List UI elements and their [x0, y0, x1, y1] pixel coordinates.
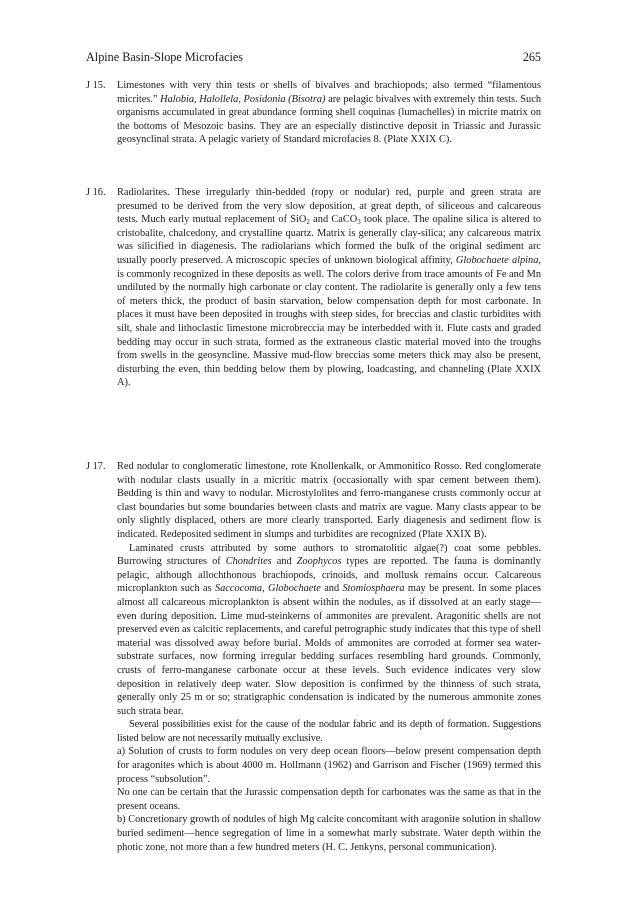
text-run: Limestones with very thin tests or shells of bivalves and brachiopods; also termed “filamentous micrites.” [117, 80, 541, 105]
text-run: took place. The opaline silica is altered to cristobalite, chalcedony, and crystalline quartz. Matrix is generally clay-silica; any calcareous matrix was silicified in diagenesis. The radiolarians which formed the bulk of the original sediment arc usually poorly preserved. A microscopic species of unknown biological affinity, [117, 214, 541, 266]
paragraph: Several possibilities exist for the cause of the nodular fabric and its depth of formation. Suggestions listed below are not necessarily mutually exclusive. [117, 719, 541, 744]
genus-name: Stomiosphaera [342, 583, 405, 595]
subscript: 3 [357, 218, 361, 227]
entry-body [117, 79, 541, 147]
running-title: Alpine Basin-Slope Microfacies [86, 50, 244, 64]
subscript: 2 [306, 218, 310, 227]
page-number: 265 [522, 50, 541, 64]
entry-body [117, 186, 541, 390]
paragraph: Red nodular to conglomeratic limestone, rote Knollenkalk, or Ammonitico Rosso. Red conglomerate with nodular clasts usually in a micritic matrix (occasionally with spar cement between them). Bedding is thin and wavy to nodular. Microstylolites and ferro-manganese crusts commonly occur at clast boundaries but some boundaries between clasts and matrix are vague. Many clasts appear to be only slightly displaced, others are more clearly transported. Early diagenesis and sediment flow is indicated. Redeposited sediment in slumps and turbidites are recognized (Plate XXIX B). [117, 461, 541, 540]
text-run: and [320, 583, 343, 595]
text-run: Radiolarites. These irregularly thin-bedded (ropy or nodular) red, purple and green strata are presumed to be derived from the very slow deposition, at great depth, of siliceous and calcareous tests. Much early mutual replacement of SiO [117, 187, 541, 226]
entry-j16 [86, 186, 541, 390]
entry-j17 [86, 460, 541, 854]
paragraph: No one can be certain that the Jurassic compensation depth for carbonates was the same as that in the present oceans. [117, 787, 541, 812]
genus-name: Zoophycos [296, 556, 342, 568]
text-run: Laminated crusts attributed by some authors to stromatolitic algae(?) coat some pebbles. Burrowing structures of [117, 542, 541, 568]
taxon-names: Halobia, Halollela, Posidonia (Bisotra) [160, 93, 326, 105]
paragraph: a) Solution of crusts to form nodules on very deep ocean floors—below present compensation depth for aragonites which is about 4000 m. Hollmann (1962) and Garrison and Fischer (1969) termed this process “subsolution”. [117, 746, 541, 785]
paragraph [117, 79, 541, 147]
text-run: and [271, 556, 297, 568]
entry-j15 [86, 79, 541, 147]
paragraph [117, 186, 541, 390]
entry-body [117, 460, 541, 854]
entry-label: J 16. [86, 187, 106, 198]
text-run: , is commonly recognized in these deposits as well. The colors derive from trace amounts of Fe and Mn undiluted by the normally high carbonate or clay content. The radiolarite is generally only a few tens of meters thick, the product of basin starvation, below compensation depth for most carbonate. In places it must have been deposited in troughs with steep sides, for breccias and clastic turbidites with silt, shale and lithoclastic limestone microbreccia may be interbedded with it. Flute casts and graded bedding may occur in such strata, formed as the extraneous clastic material moved into the troughs from swells in the geosyncline. Massive mud-flow breccias some meters thick may also be present, disturbing the even, thin bedding below them by plowing, loadcasting, and channeling (Plate XXIX A). [117, 254, 541, 389]
text-run: types are reported. The fauna is dominantly pelagic, although allochthonous brachiopods, crinoids, and mollusk remains occur. Calcareous microplankton such as [117, 556, 541, 595]
genus-name: Chondrites [225, 556, 272, 568]
entry-label: J 17. [86, 461, 106, 472]
paragraph: b) Concretionary growth of nodules of high Mg calcite concomitant with aragonite solution in shallow buried sediment—hence segregation of lime in a somewhat marly substrate. Water depth within the photic zone, not more than a few hundred meters (H. C. Jenkyns, personal communication). [117, 814, 542, 853]
species-name: Globochaete alpina [455, 254, 539, 266]
text-run: are pelagic bivalves with extremely thin tests. Such organisms accumulated in great abundance forming shell coquinas (lumachelles) in micrite matrix on the bottoms of Mesozoic basins. They are an especially distinctive deposit in Triassic and Jurassic geosynclinal strata. A pelagic variety of Standard microfacies 8. (Plate XXIX C). [117, 93, 541, 146]
entry-label: J 15. [86, 80, 106, 91]
text-run: and CaCO [309, 214, 358, 226]
paragraph [117, 542, 541, 719]
text-run: may be present. In some places almost all calcareous microplankton is absent within the nodules, as if dissolved at an early stage—even during deposition. Lime mud-steinkerns of ammonites are prevalent. Aragonitic shells are not preserved even as calcitic replacements, and careful petrographic study indicates that this type of shell material was dissolved away before burial. Molds of ammonites are corroded at former sea water-substrate surfaces, now forming irregular bedding surfaces resembling hard grounds. Commonly, crusts of ferro-manganese carbonate occur at these levels. Such evidence indicates very slow deposition in relatively deep water. Slow deposition is confirmed by the thinness of such strata, generally only 25 m or so; stratigraphic condensation is indicated by the numerous ammonite zones such strata bear. [117, 583, 541, 717]
genus-name: Saccocoma, Globochaete [214, 583, 321, 595]
running-header [86, 50, 541, 66]
